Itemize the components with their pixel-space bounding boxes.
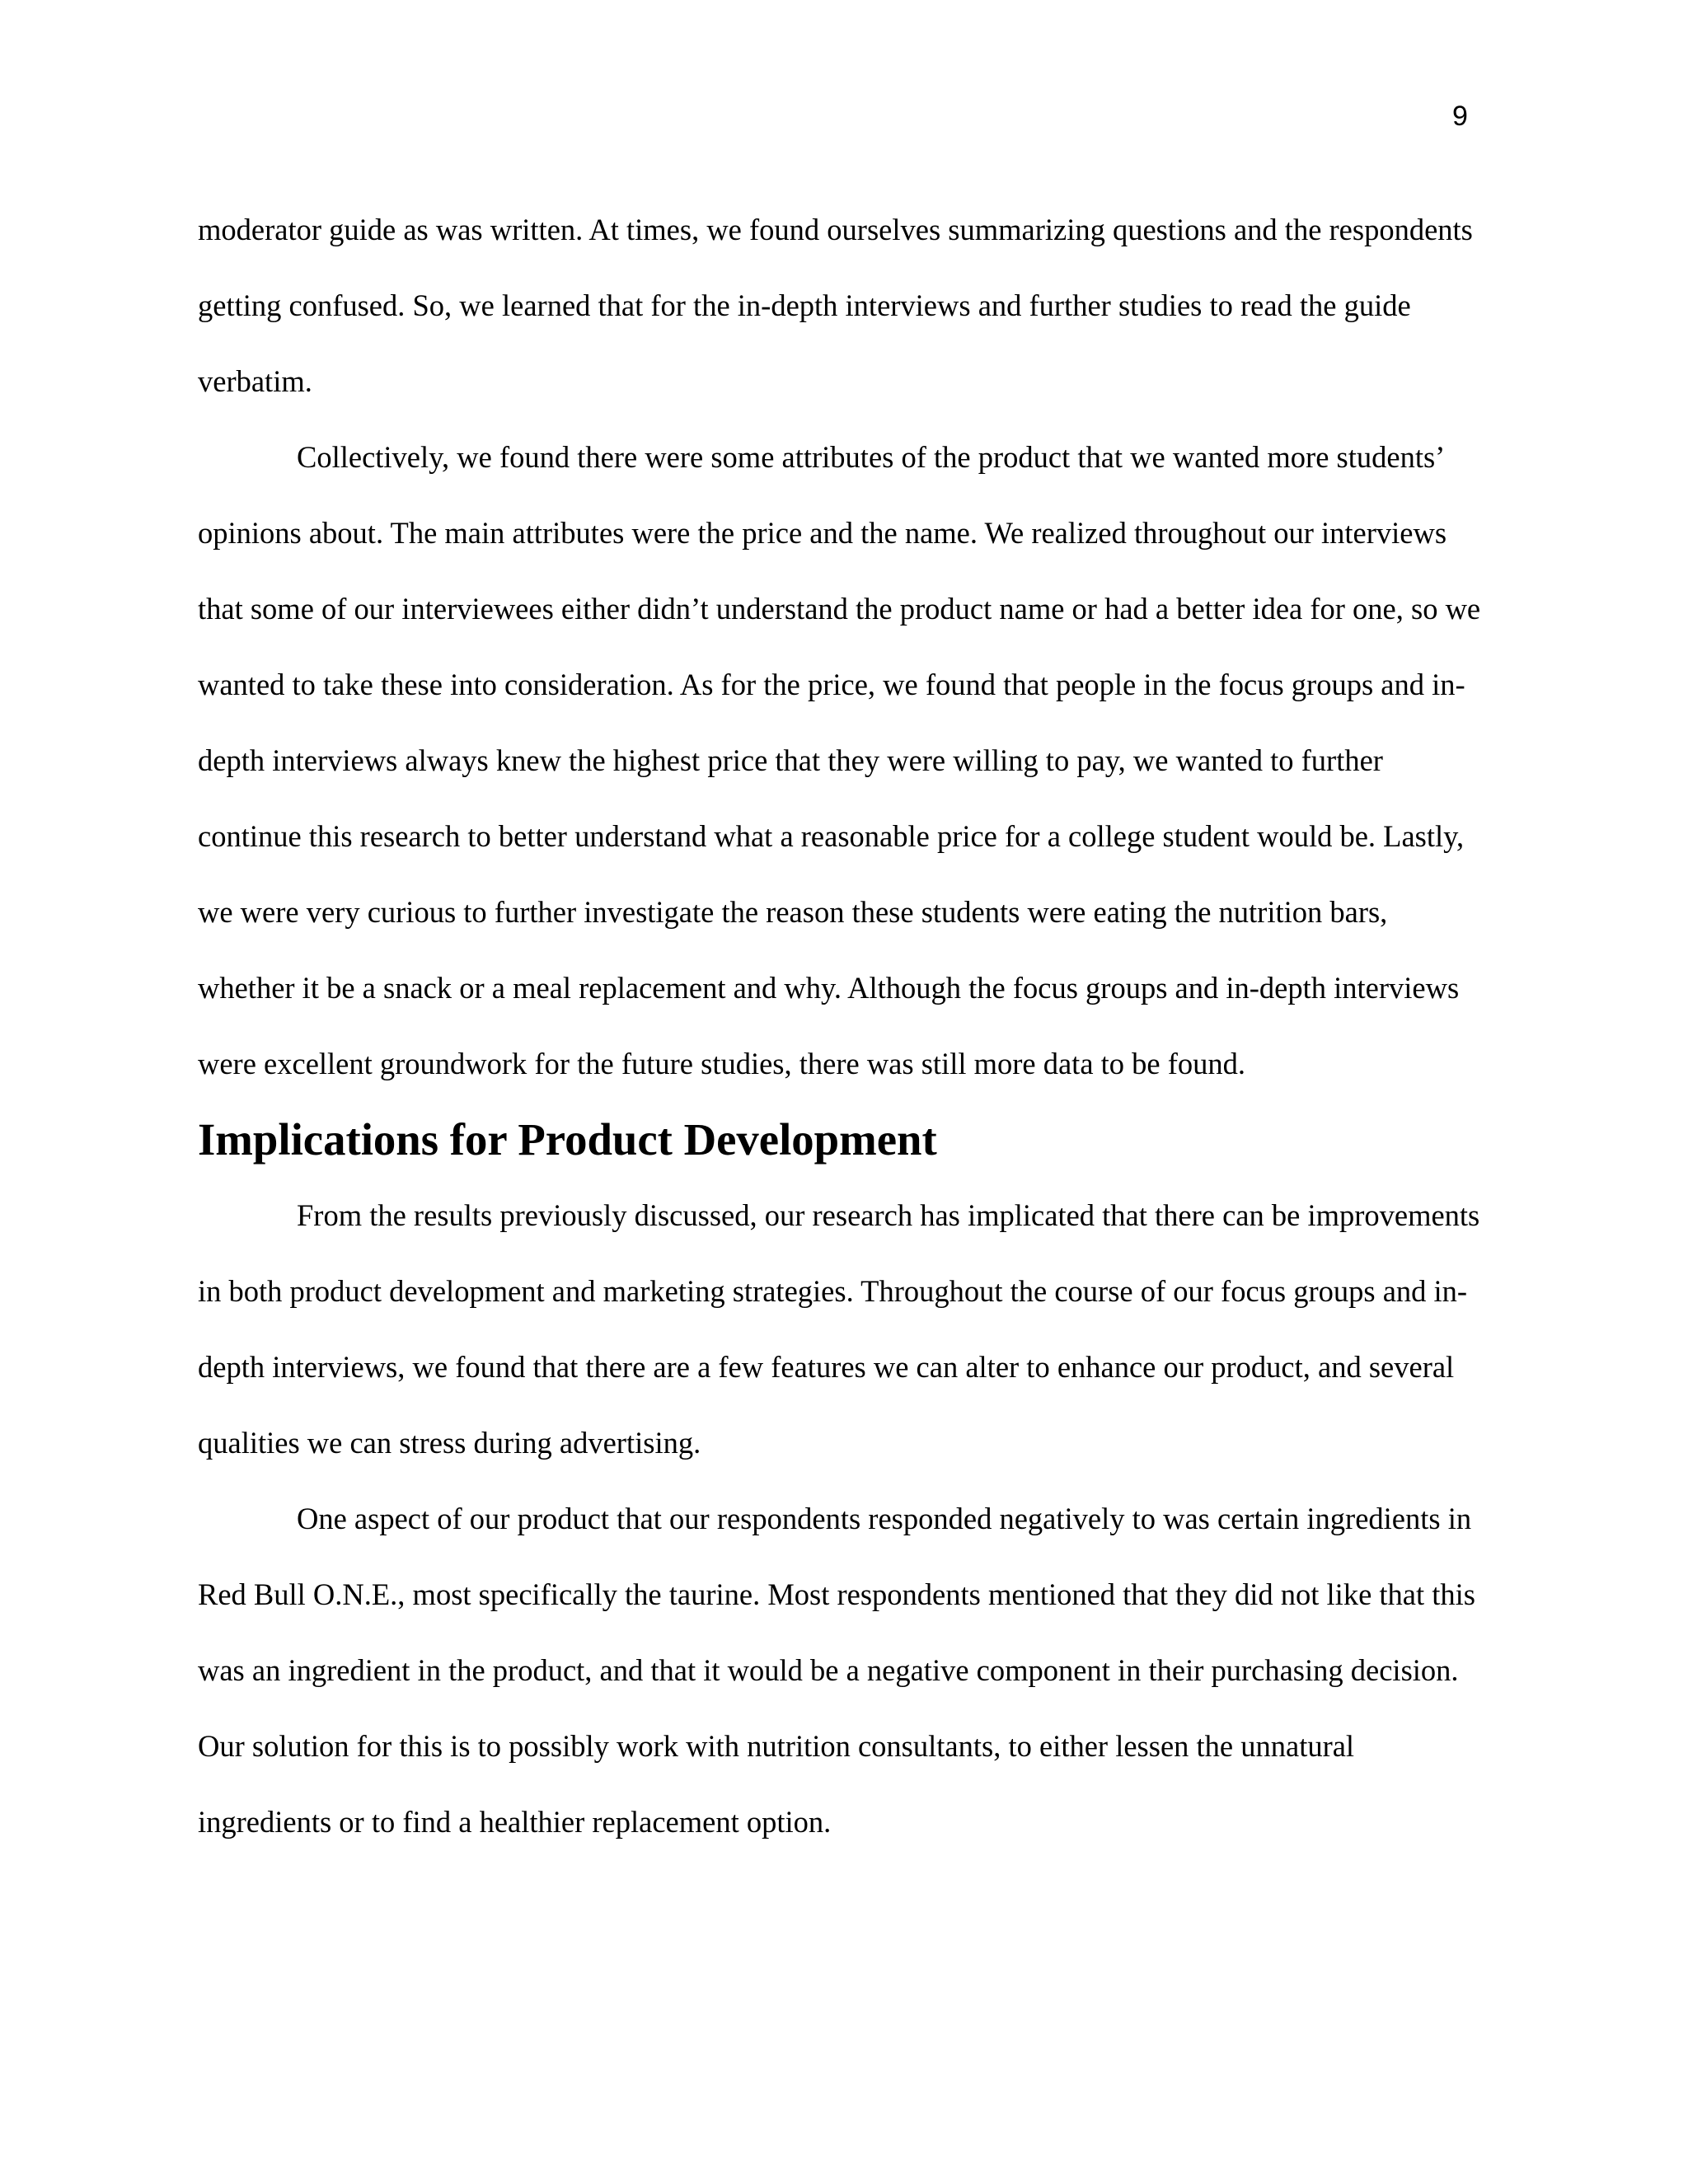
section-heading: Implications for Product Development [198, 1114, 937, 1165]
paragraph-attributes: Collectively, we found there were some attributes of the product that we wanted more students’ opinions about. The main attributes were the price and the name. We realized throughout our interviews that some of our interviewees either didn’t understand the product name or had a better idea for one, so we wanted to take these into consideration. As for the price, we found that people in the focus groups and in-depth interviews always knew the highest price that they were willing to pay, we wanted to further continue this research to better understand what a reasonable price for a college student would be. Lastly, we were very curious to further investigate the reason these students were eating the nutrition bars, whether it be a snack or a meal replacement and why. Although the focus groups and in-depth interviews were excellent groundwork for the future studies, there was still more data to be found. [198, 440, 1481, 1080]
page-number: 9 [1452, 101, 1468, 132]
paragraph-continuation: moderator guide as was written. At times, we found ourselves summarizing questions and the respondents getting confused. So, we learned that for the in-depth interviews and further studies to read the guide verbatim. [198, 213, 1473, 398]
document-body [198, 192, 1484, 1860]
paragraph-ingredients: One aspect of our product that our respondents responded negatively to was certain ingredients in Red Bull O.N.E., most specifically the taurine. Most respondents mentioned that they did not like that this was an ingredient in the product, and that it would be a negative component in their purchasing decision. Our solution for this is to possibly work with nutrition consultants, to either lessen the unnatural ingredients or to find a healthier replacement option. [198, 1502, 1475, 1839]
paragraph-implications: From the results previously discussed, our research has implicated that there can be improvements in both product development and marketing strategies. Throughout the course of our focus groups and in-depth interviews, we found that there are a few features we can alter to enhance our product, and several qualities we can stress during advertising. [198, 1198, 1480, 1460]
